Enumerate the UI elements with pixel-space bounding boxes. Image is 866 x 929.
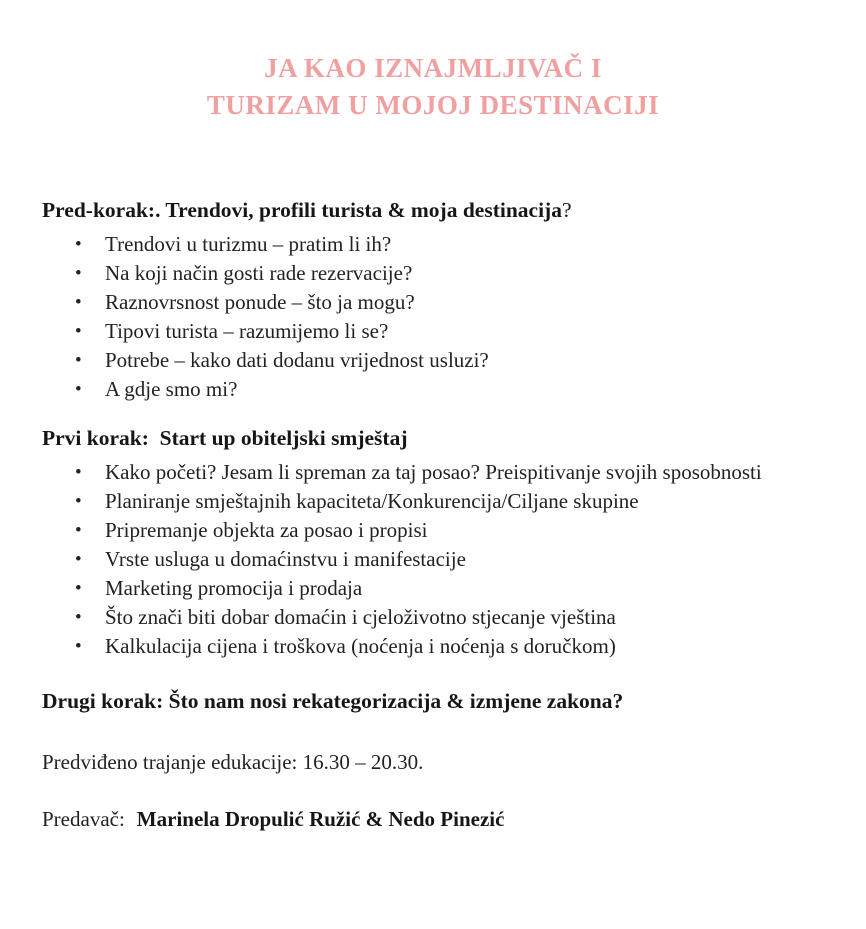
list-item: • Na koji način gosti rade rezervacije?	[105, 259, 830, 288]
title-line-1: JA KAO IZNAJMLJIVAČ I	[264, 53, 602, 83]
pre-step-heading-suffix: ?	[561, 198, 572, 222]
document-title	[0, 0, 866, 124]
list-item: • Pripremanje objekta za posao i propisi	[105, 516, 830, 545]
list-item: • Trendovi u turizmu – pratim li ih?	[105, 230, 830, 259]
list-item: • Što znači biti dobar domaćin i cjeloživotno stjecanje vještina	[105, 603, 830, 632]
list-item: • Marketing promocija i prodaja	[105, 574, 830, 603]
pre-step-bullet-list	[42, 230, 830, 404]
list-item: • Kako početi? Jesam li spreman za taj posao? Preispitivanje svojih sposobnosti	[105, 458, 830, 487]
list-item: • Potrebe – kako dati dodanu vrijednost usluzi?	[105, 346, 830, 375]
list-item: • Tipovi turista – razumijemo li se?	[105, 317, 830, 346]
list-item: • Planiranje smještajnih kapaciteta/Konkurencija/Ciljane skupine	[105, 487, 830, 516]
list-item: • Vrste usluga u domaćinstvu i manifestacije	[105, 545, 830, 574]
lecturer-line	[42, 805, 830, 834]
lecturer-names: Marinela Dropulić Ružić & Nedo Pinezić	[136, 807, 505, 831]
first-step-bullet-list	[42, 458, 830, 661]
lecturer-label: Predavač:	[42, 807, 125, 831]
list-item: • Raznovrsnost ponude – što ja mogu?	[105, 288, 830, 317]
first-step-heading: Prvi korak: Start up obiteljski smještaj	[42, 426, 408, 450]
title-line-2: TURIZAM U MOJOJ DESTINACIJI	[206, 90, 660, 120]
pre-step-heading-bold: Pred-korak:. Trendovi, profili turista & moja destinacija	[42, 198, 562, 222]
duration-line: Predviđeno trajanje edukacije: 16.30 – 20.30.	[42, 750, 424, 774]
list-item: • A gdje smo mi?	[105, 375, 830, 404]
second-step-heading: Drugi korak: Što nam nosi rekategorizacija & izmjene zakona?	[42, 689, 624, 713]
document-body	[42, 196, 830, 834]
pre-step-heading	[42, 196, 830, 225]
list-item: • Kalkulacija cijena i troškova (noćenja i noćenja s doručkom)	[105, 632, 830, 661]
